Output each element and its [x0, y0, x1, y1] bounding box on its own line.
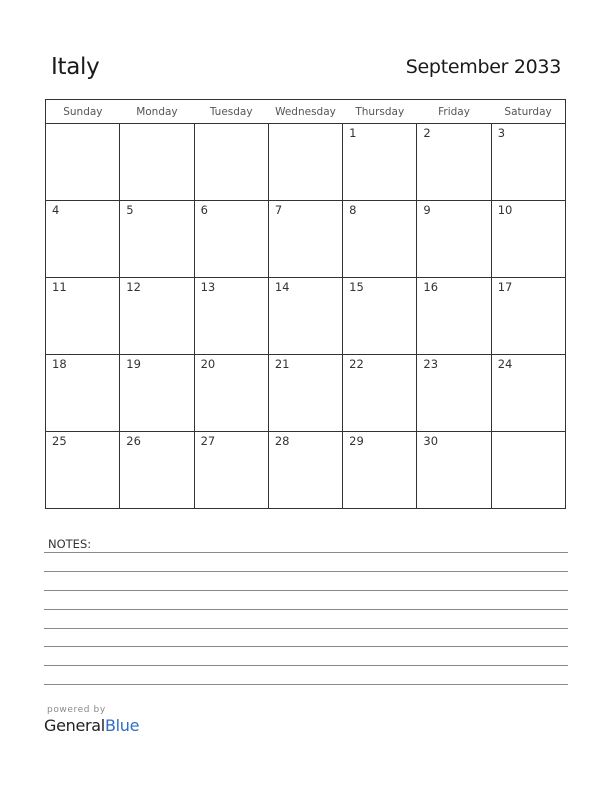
day-cell [343, 355, 417, 432]
note-line [44, 571, 568, 572]
day-number: 23 [423, 357, 439, 371]
day-cell [491, 124, 565, 201]
day-number: 4 [52, 203, 60, 217]
day-number: 11 [52, 280, 67, 294]
day-cell [46, 278, 120, 355]
day-cell [268, 124, 342, 201]
day-number: 20 [200, 357, 216, 371]
day-cell [268, 278, 342, 355]
day-cell [343, 432, 417, 509]
day-cell [194, 432, 268, 509]
day-cell [194, 124, 268, 201]
day-cell [491, 355, 565, 432]
day-cell [120, 355, 194, 432]
day-number: 28 [274, 434, 290, 448]
day-number: 10 [497, 203, 513, 217]
day-cell [491, 201, 565, 278]
weekday-header: Friday [417, 100, 491, 124]
note-line [44, 590, 568, 591]
day-number: 25 [52, 434, 67, 448]
day-cell [46, 124, 120, 201]
day-cell [417, 201, 491, 278]
day-number [492, 432, 565, 435]
day-cell [268, 432, 342, 509]
day-number: 2 [423, 126, 431, 140]
day-number: 29 [349, 434, 364, 448]
weekday-header: Saturday [491, 100, 565, 124]
day-number: 16 [423, 280, 439, 294]
day-number: 9 [423, 203, 431, 217]
day-cell [343, 278, 417, 355]
day-cell [194, 278, 268, 355]
day-number [195, 124, 268, 127]
weekday-header: Wednesday [268, 100, 342, 124]
day-cell [417, 355, 491, 432]
day-number: 7 [274, 203, 283, 217]
day-number: 24 [497, 357, 513, 371]
note-line [44, 628, 568, 629]
weekday-header: Thursday [343, 100, 417, 124]
month-year-title: September 2033 [405, 56, 561, 78]
note-line [44, 609, 568, 610]
note-line [44, 552, 568, 553]
weekday-header-row [46, 100, 566, 124]
note-line [44, 646, 568, 647]
day-number [46, 124, 119, 127]
day-cell [491, 278, 565, 355]
day-cell [120, 201, 194, 278]
day-number: 22 [349, 357, 364, 371]
generalblue-logo [44, 716, 139, 735]
day-cell [268, 355, 342, 432]
powered-by-text: powered by [47, 705, 106, 715]
day-cell [46, 432, 120, 509]
day-cell [120, 278, 194, 355]
logo-text-blue: Blue [104, 716, 140, 735]
day-cell [343, 124, 417, 201]
day-number: 5 [126, 203, 134, 217]
week-row [46, 432, 566, 509]
day-number: 13 [200, 280, 216, 294]
country-title: Italy [51, 54, 100, 80]
week-row [46, 278, 566, 355]
day-cell [491, 432, 565, 509]
day-number [120, 124, 193, 127]
day-cell [120, 124, 194, 201]
day-cell [268, 201, 342, 278]
day-number: 12 [126, 280, 141, 294]
day-number: 3 [497, 126, 506, 140]
day-cell [194, 355, 268, 432]
logo-text-general: General [44, 716, 105, 735]
week-row [46, 355, 566, 432]
day-cell [194, 201, 268, 278]
day-cell [417, 124, 491, 201]
day-number: 26 [126, 434, 141, 448]
week-row [46, 124, 566, 201]
day-number: 6 [200, 203, 208, 217]
day-cell [46, 355, 120, 432]
note-line [44, 665, 568, 666]
calendar-grid [45, 99, 566, 509]
day-cell [46, 201, 120, 278]
weekday-header: Sunday [46, 100, 120, 124]
day-number: 18 [52, 357, 67, 371]
weekday-header: Tuesday [194, 100, 268, 124]
day-number: 14 [274, 280, 290, 294]
notes-label: NOTES: [48, 537, 92, 551]
day-number: 21 [274, 357, 290, 371]
day-cell [120, 432, 194, 509]
day-number: 8 [349, 203, 357, 217]
day-number: 27 [200, 434, 216, 448]
note-line [44, 684, 568, 685]
day-number: 15 [349, 280, 364, 294]
day-number [269, 124, 342, 127]
week-row [46, 201, 566, 278]
day-number: 19 [126, 357, 141, 371]
day-cell [417, 278, 491, 355]
day-number: 17 [497, 280, 513, 294]
day-number: 1 [349, 126, 357, 140]
day-cell [417, 432, 491, 509]
day-cell [343, 201, 417, 278]
weekday-header: Monday [120, 100, 194, 124]
day-number: 30 [423, 434, 439, 448]
